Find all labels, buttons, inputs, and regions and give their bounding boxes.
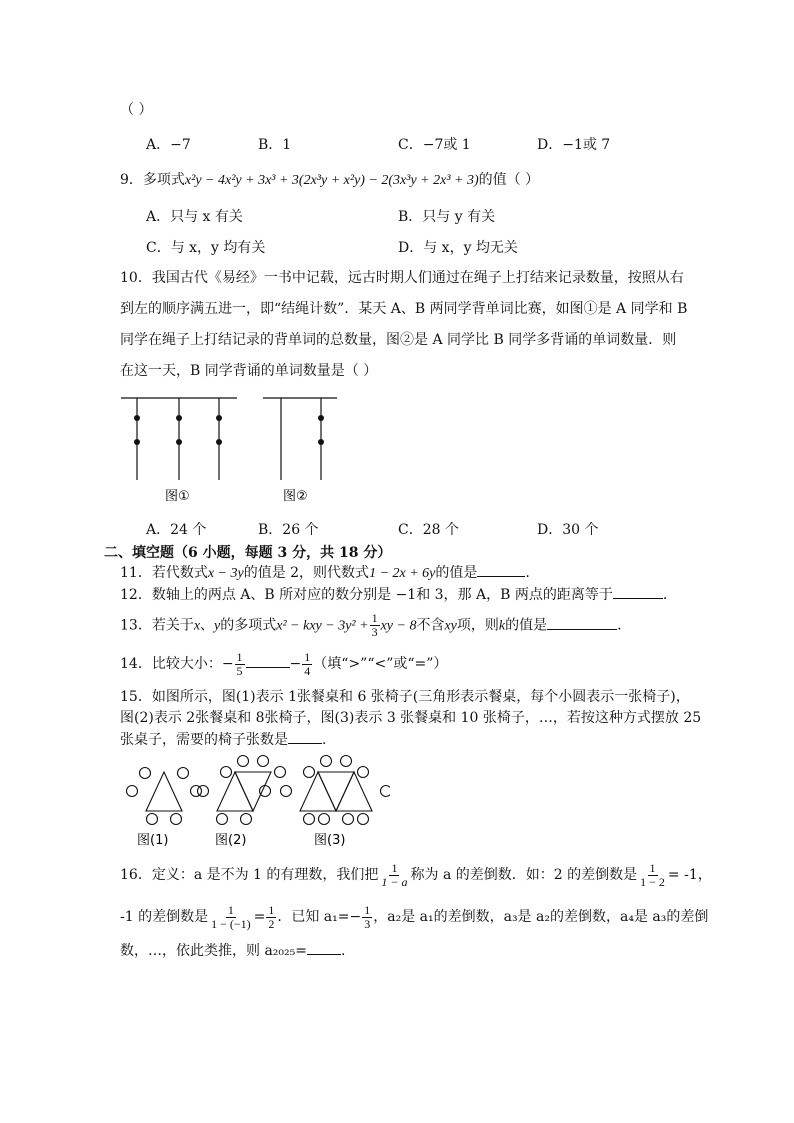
q13-expr-b: xy − 8: [380, 618, 417, 634]
q13-fraction: [370, 612, 380, 639]
q13-text-c: 不含: [416, 617, 445, 634]
q11-text-c: 的值是: [435, 565, 478, 581]
q16-f5-den: 3: [364, 916, 371, 931]
q14-text-b: （填“>”“<”或“=”）: [313, 656, 448, 672]
knot-dot: [216, 439, 222, 445]
knot-dot: [318, 415, 324, 421]
q11-text-a: 11．若代数式: [120, 565, 208, 581]
section-2-title: 二、填空题（6 小题，每题 3 分，共 18 分）: [104, 545, 392, 561]
q14-fraction-1: [235, 651, 245, 678]
q16-f1-den: 1 − a: [381, 874, 408, 889]
knot-dot: [134, 415, 140, 421]
q11: [120, 562, 530, 584]
knot-figure-2: [263, 398, 337, 504]
q10-option-b: B．26 个: [258, 522, 319, 538]
q16-l2-c: ．已知 a₁=−: [277, 909, 362, 925]
q16-l3-end: .: [340, 943, 346, 959]
q9-option-d: D．与 x，y 均无关: [398, 240, 518, 256]
q9-expression: x²y − 4x²y + 3x³ + 3(2x³y + x²y) − 2(3x³y + 2x³ + 3): [184, 173, 479, 188]
q9-option-a: A．只与 x 有关: [146, 209, 243, 225]
q16-frac-1: [379, 862, 409, 889]
q16-l2-a: -1 的差倒数是: [120, 909, 209, 925]
q16-frac-3: [209, 904, 253, 931]
q14-f2-num: 1: [304, 649, 311, 664]
q13-var-y: y: [214, 618, 221, 634]
q12-answer-blank[interactable]: [613, 584, 663, 599]
q11-expr-1: x − 3y: [207, 566, 244, 581]
fig1-caption: 图(1): [137, 833, 169, 848]
q13-xy: xy: [444, 618, 457, 634]
q10-line-1: 10．我国古代《易经》一书中记载，远古时期人们通过在绳子上打结来记录数量，按照从右: [120, 270, 684, 286]
q10-option-c: C．28 个: [398, 522, 459, 538]
fig3-caption: 图(3): [314, 833, 346, 848]
q13-end: .: [617, 617, 622, 634]
q16-f3-num: 1: [227, 902, 234, 917]
q11-text-b: 的值是 2，则代数式: [243, 565, 370, 581]
q10-option-a: A．24 个: [146, 522, 207, 538]
q16-answer-blank[interactable]: [307, 940, 341, 955]
q9-prefix: 9．多项式: [120, 172, 185, 188]
q8-option-c: C．−7或 1: [398, 137, 471, 153]
fig1-label: 图①: [165, 489, 190, 504]
q9-stem: [120, 170, 539, 191]
q9-option-b: B．只与 y 有关: [398, 209, 496, 225]
q16-line-1: [120, 861, 712, 889]
q12-text: 12．数轴上的两点 A、B 所对应的数分别是 −1和 3，那 A，B 两点的距离等于: [120, 587, 613, 603]
q12-end: .: [662, 587, 668, 603]
q13-k: k: [498, 618, 506, 634]
q13-frac-num: 1: [371, 611, 378, 625]
q14-f1-den: 5: [236, 663, 243, 678]
q8-paren: （ ）: [120, 102, 153, 118]
q15-line-3: [120, 729, 326, 750]
q16-line-3: [120, 940, 345, 961]
q16-f4-num: 1: [268, 902, 275, 917]
q13: [120, 612, 622, 640]
fig2-tables: [198, 756, 286, 825]
fig2-label: 图②: [283, 489, 308, 504]
q16-f2-num: 1: [649, 860, 656, 875]
q15-end: .: [322, 732, 327, 748]
fig3-tables: [281, 756, 391, 825]
q16-frac-2: [638, 862, 667, 889]
q13-text-d: 项，则: [456, 617, 499, 634]
q16-frac-4: [266, 904, 276, 931]
q11-expr-2: 1 − 2x + 6y: [369, 566, 436, 581]
q16-line-2: [120, 903, 708, 931]
knot-dot: [176, 415, 182, 421]
knot-figure-1: [121, 398, 237, 504]
q13-answer-blank[interactable]: [547, 615, 617, 630]
q16-f1-num: 1: [391, 860, 398, 875]
q16-l1-b: 称为 a 的差倒数．如：2 的差倒数是: [410, 867, 638, 883]
knot-rope-figure: [115, 390, 355, 515]
q14-fraction-2: [302, 651, 312, 678]
q15-line-1: 15．如图所示，图(1)表示 1张餐桌和 6 张椅子(三角形表示餐桌，每个小圆表示一张椅子)，: [120, 689, 690, 705]
knot-dot: [318, 439, 324, 445]
q16-l2-d: ，a₂是 a₁的差倒数，a₃是 a₂的差倒数，a₄是 a₃的差倒: [373, 909, 709, 925]
q15-line-2: 图(2)表示 2张餐桌和 8张椅子，图(3)表示 3 张餐桌和 10 张椅子，…，若按这种方式摆放 25: [120, 710, 702, 726]
q16-f4-den: 2: [268, 916, 275, 931]
q14-answer-blank[interactable]: [246, 653, 290, 668]
q10-line-4: 在这一天，B 同学背诵的单词数量是（ ）: [120, 363, 378, 379]
q13-text-e: 的值是: [505, 617, 548, 634]
knot-dot: [216, 415, 222, 421]
fig2-caption: 图(2): [215, 833, 247, 848]
q11-answer-blank[interactable]: [477, 562, 525, 577]
q16-f5-num: 1: [364, 902, 371, 917]
q13-var-x: x: [193, 618, 201, 634]
fig1-tables: [127, 768, 202, 825]
q13-sep: 、: [200, 617, 215, 634]
q14-f1-num: 1: [236, 649, 243, 664]
q8-option-a: A．−7: [146, 137, 191, 153]
q16-l2-b: =: [253, 909, 266, 925]
q13-text-b: 的多项式: [220, 617, 277, 634]
q10-line-2: 到左的顺序满五进一，即“结绳计数”．某天 A、B 两同学背单词比赛，如图①是 A 同学和 B: [120, 301, 688, 317]
q13-text-a: 13．若关于: [120, 617, 194, 634]
q12: [120, 584, 667, 605]
q10-line-3: 同学在绳子上打结记录的背单词的总数量，图②是 A 同学比 B 同学多背诵的单词数量．则: [120, 332, 677, 348]
q16-l3-a: 数，…，依此类推，则 a₂₀₂₅=: [120, 943, 307, 959]
q14: [120, 650, 447, 678]
knot-dot: [176, 439, 182, 445]
q13-expr-a: x² − kxy − 3y² +: [276, 618, 369, 634]
q15-line-3-text: 张桌子，需要的椅子张数是: [120, 732, 288, 748]
q14-mid: −: [289, 656, 302, 672]
q16-l1-a: 16．定义：a 是不为 1 的有理数，我们把: [120, 867, 379, 883]
q15-answer-blank[interactable]: [288, 729, 322, 744]
q14-text-a: 14．比较大小：−: [120, 656, 234, 672]
q16-frac-5: [362, 904, 372, 931]
knot-dot: [134, 439, 140, 445]
q14-f2-den: 4: [304, 663, 311, 678]
q8-option-d: D．−1或 7: [537, 137, 611, 153]
q11-end: .: [525, 565, 530, 581]
q13-frac-den: 3: [371, 625, 378, 639]
q16-f2-den: 1 − 2: [640, 874, 665, 889]
q16-l1-c: = -1，: [667, 867, 712, 883]
q9-option-c: C．与 x，y 均有关: [146, 240, 266, 256]
q16-f3-den: 1 − (−1): [211, 916, 251, 931]
table-chair-figure: [115, 748, 390, 850]
q9-suffix: 的值（ ）: [478, 172, 540, 188]
q8-option-b: B．1: [258, 137, 292, 153]
q10-option-d: D．30 个: [537, 522, 599, 538]
